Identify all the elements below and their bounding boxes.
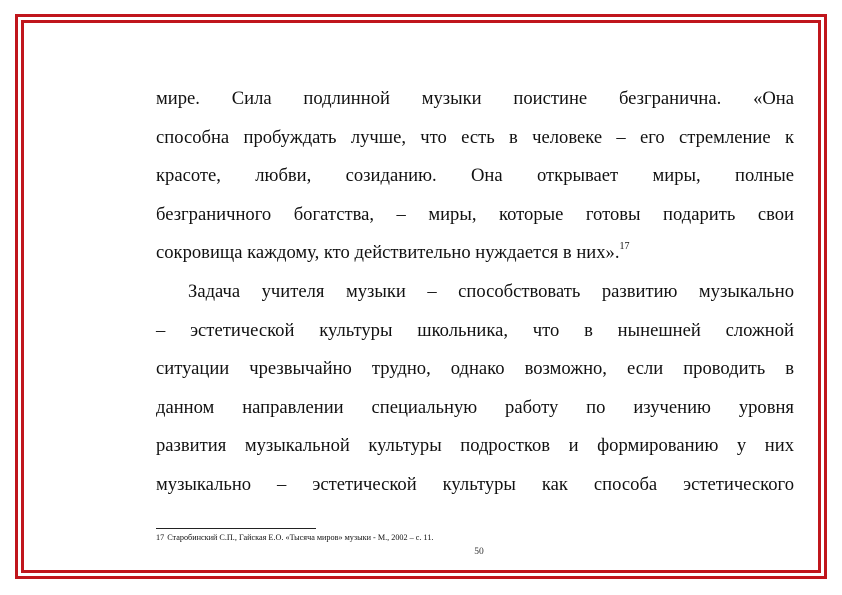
text-line: развития музыкальной культуры подростков и формированию у них: [156, 435, 794, 457]
text-line: сокровища каждому, кто действительно нуждается в них».: [156, 242, 620, 264]
text-line: – эстетической культуры школьника, что в нынешней сложной: [156, 319, 794, 341]
footnote-separator: [156, 528, 316, 529]
text-line: способна пробуждать лучше, что есть в человеке – его стремление к: [156, 126, 794, 148]
footnote-number: 17: [156, 533, 165, 542]
text-line: мире. Сила подлинной музыки поистине безгранична. «Она: [156, 88, 794, 109]
text-line: музыкально – эстетической культуры как способа эстетического: [156, 473, 794, 495]
text-line: безграничного богатства, – миры, которые готовы подарить свои: [156, 203, 794, 225]
text-line: ситуации чрезвычайно трудно, однако возможно, если проводить в: [156, 358, 794, 380]
text-line: данном направлении специальную работу по изучению уровня: [156, 396, 794, 418]
paragraph-first-line: Задача учителя музыки – способствовать развитию музыкально: [188, 280, 794, 302]
body-text: [156, 84, 794, 509]
text-line: красоте, любви, созиданию. Она открывает миры, полные: [156, 165, 794, 187]
footnote: [156, 533, 796, 542]
footnote-reference[interactable]: 17: [619, 241, 630, 253]
text-line-with-footnote: [156, 238, 794, 277]
page-number: 50: [474, 547, 484, 557]
footnote-text: Старобинский С.П., Гайская Е.О. «Тысяча миров» музыки - М., 2002 – с. 11.: [167, 533, 434, 542]
